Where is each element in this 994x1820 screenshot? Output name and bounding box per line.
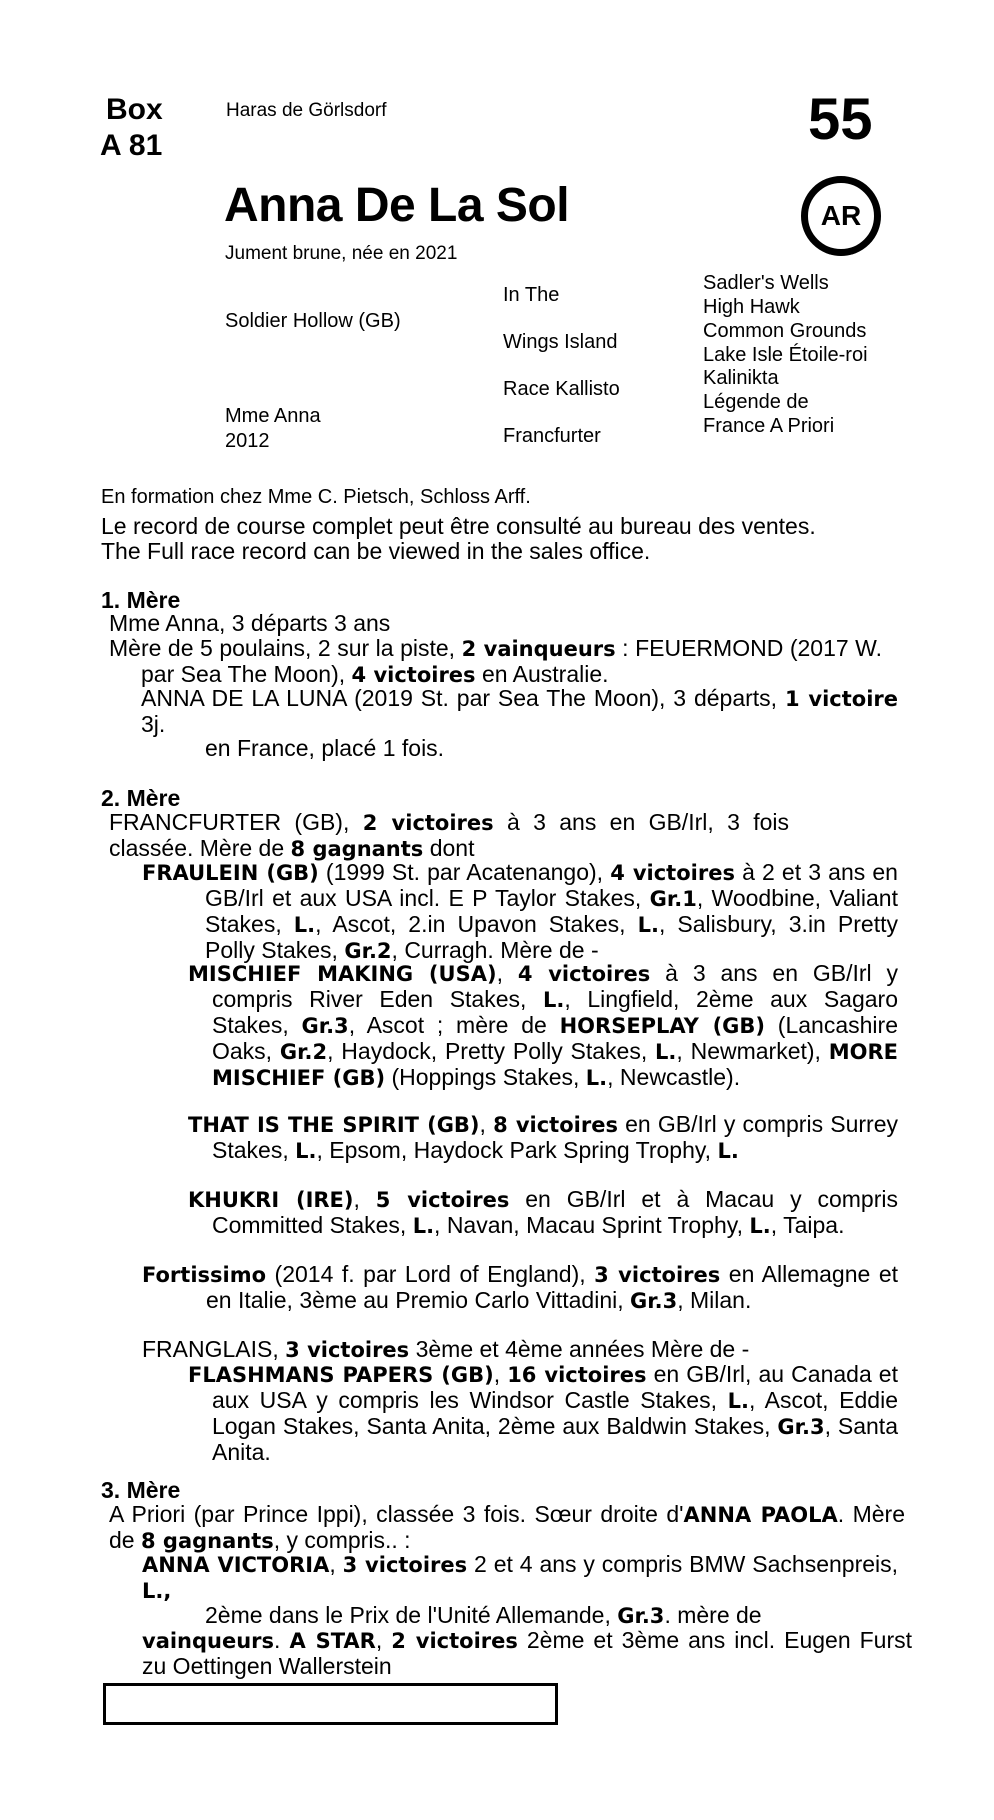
text-run: en Allemagne et en Italie, 3ème au Premio Carlo Vittadini, (206, 1261, 899, 1313)
highlighted-text: 4 victoires (610, 861, 735, 885)
record-note-fr: Le record de course complet peut être consulté au bureau des ventes. (101, 513, 816, 539)
text-run: , Epsom, Haydock Park Spring Trophy, (316, 1137, 718, 1163)
highlighted-text: Gr.3 (777, 1415, 825, 1439)
text-run: , Lingfield, 2ème aux Sagaro Stakes, (212, 986, 898, 1038)
section-2-paragraph (142, 1262, 898, 1314)
text-run: en Australie. (475, 661, 609, 687)
stud-name: Haras de Görlsdorf (226, 100, 387, 121)
text-run: , Ascot, 2.in Upavon Stakes, (315, 911, 638, 937)
text-run: dont (423, 835, 475, 861)
pedigree-great-grandparent: France A Priori (703, 415, 835, 437)
section-3-paragraph (142, 1628, 912, 1679)
training-info: En formation chez Mme C. Pietsch, Schloss Arff. (101, 486, 531, 508)
pedigree-grandparent: In The (503, 284, 560, 306)
pedigree-dam-year: 2012 (225, 430, 270, 452)
highlighted-text: FLASHMANS PAPERS (GB) (188, 1363, 494, 1387)
section-3-line (205, 1603, 762, 1629)
text-run: : FEUERMOND (2017 W. par Sea The Moon), (141, 635, 882, 687)
pedigree-dam: Mme Anna (225, 405, 321, 427)
highlighted-text: 3 victoires (285, 1338, 410, 1362)
highlighted-text: 4 victoires (351, 663, 476, 687)
text-run: , Milan. (677, 1287, 752, 1313)
text-run: , Curragh. Mère de - (391, 937, 599, 963)
box-label: Box (106, 93, 163, 126)
pedigree-great-grandparent: Légende de (703, 391, 809, 413)
text-run: , (493, 1361, 508, 1387)
text-run: , (496, 960, 518, 986)
text-run: , Newmarket), (676, 1038, 829, 1064)
highlighted-text: Gr.3 (617, 1604, 665, 1628)
highlighted-text: MISCHIEF MAKING (USA) (188, 962, 497, 986)
ar-badge (801, 176, 881, 256)
highlighted-text: 16 victoires (507, 1363, 647, 1387)
text-run: , (375, 1627, 392, 1653)
highlighted-text: KHUKRI (IRE) (188, 1188, 354, 1212)
highlighted-text: 5 victoires (375, 1188, 510, 1212)
section-3-paragraph (109, 1502, 905, 1554)
highlighted-text: vainqueurs (142, 1629, 275, 1653)
highlighted-text: L. (749, 1214, 771, 1238)
highlighted-text: L. (655, 1040, 677, 1064)
text-run: 3j. (141, 711, 166, 737)
text-run: , Navan, Macau Sprint Trophy, (434, 1212, 750, 1238)
text-run: , Ascot ; mère de (348, 1012, 560, 1038)
text-run: FRANCFURTER (GB), (109, 809, 363, 835)
highlighted-text: HORSEPLAY (GB) (559, 1014, 766, 1038)
text-run: (Hoppings Stakes, (385, 1064, 586, 1090)
text-run: , (353, 1186, 376, 1212)
highlighted-text: Fortissimo (142, 1263, 267, 1287)
blank-notes-box (103, 1683, 558, 1725)
highlighted-text: ANNA VICTORIA (142, 1553, 330, 1577)
highlighted-text: L. (637, 913, 659, 937)
highlighted-text: 8 victoires (493, 1113, 618, 1137)
highlighted-text: Gr.3 (630, 1289, 678, 1313)
highlighted-text: L. (717, 1139, 739, 1163)
text-run: 3ème et 4ème années Mère de - (409, 1336, 750, 1362)
text-run: en GB/Irl, au Canada et aux USA y compris les Windsor Castle Stakes, (212, 1361, 898, 1413)
highlighted-text: 1 victoire (784, 687, 898, 711)
section-2-paragraph (188, 1112, 898, 1164)
horse-name: Anna De La Sol (224, 179, 570, 232)
text-run: , Woodbine, Valiant Stakes, (205, 885, 898, 937)
pedigree-grandparent: Francfurter (503, 425, 601, 447)
text-run: . (274, 1627, 290, 1653)
text-run: A Priori (par Prince Ippi), classée 3 fois. Sœur droite d' (109, 1501, 684, 1527)
highlighted-text: 8 gagnants (290, 837, 424, 861)
text-run: ANNA DE LA LUNA (2019 St. par Sea The Moon), 3 départs, (141, 685, 785, 711)
highlighted-text: L. (585, 1066, 608, 1090)
record-note-en: The Full race record can be viewed in the sales office. (101, 538, 651, 564)
text-run: 2 et 4 ans y compris BMW Sachsenpreis, (467, 1551, 899, 1577)
section-3-title: 3. Mère (101, 1477, 181, 1503)
text-run: FRANGLAIS, (142, 1336, 286, 1362)
highlighted-text: 2 vainqueurs (461, 637, 616, 661)
pedigree-great-grandparent: Lake Isle Étoile-roi (703, 344, 868, 366)
highlighted-text: L. (295, 1139, 317, 1163)
text-run: , Newcastle). (607, 1064, 741, 1090)
section-2-paragraph (188, 1362, 898, 1465)
highlighted-text: ANNA PAOLA (683, 1503, 838, 1527)
text-run: , Santa Anita. (212, 1413, 898, 1465)
section-2-paragraph (188, 1187, 898, 1239)
highlighted-text: L., (142, 1579, 172, 1603)
section-2-paragraph (188, 961, 898, 1091)
text-run: en GB/Irl y compris Surrey Stakes, (212, 1111, 898, 1163)
text-run: à 3 ans en GB/Irl y compris River Eden Stakes, (212, 960, 898, 1012)
section-2-line (142, 1337, 749, 1363)
highlighted-text: A STAR (289, 1629, 376, 1653)
box-number: A 81 (100, 129, 163, 162)
highlighted-text: Gr.3 (301, 1014, 349, 1038)
pedigree-grandparent: Wings Island (503, 331, 618, 353)
highlighted-text: THAT IS THE SPIRIT (GB) (188, 1113, 480, 1137)
section-2-paragraph (142, 860, 898, 964)
highlighted-text: MORE MISCHIEF (GB) (212, 1040, 899, 1090)
pedigree-great-grandparent: Sadler's Wells (703, 272, 829, 294)
text-run: 2ème dans le Prix de l'Unité Allemande, (205, 1602, 618, 1628)
text-run: , Haydock, Pretty Polly Stakes, (327, 1038, 656, 1064)
ar-badge-label: AR (820, 200, 862, 231)
highlighted-text: 2 victoires (362, 811, 494, 835)
highlighted-text: 3 victoires (594, 1263, 721, 1287)
highlighted-text: L. (293, 913, 316, 937)
text-run: en GB/Irl et à Macau y compris Committed Stakes, (212, 1186, 898, 1238)
text-run: , Taipa. (770, 1212, 845, 1238)
pedigree-sire: Soldier Hollow (GB) (225, 310, 401, 332)
highlighted-text: L. (727, 1389, 749, 1413)
text-run: à 3 ans en GB/Irl, 3 fois classée. Mère de (109, 809, 789, 861)
pedigree-great-grandparent: Kalinikta (703, 367, 779, 389)
section-1-line: Mme Anna, 3 départs 3 ans (109, 610, 391, 636)
lot-number: 55 (808, 87, 873, 152)
highlighted-text: L. (543, 988, 565, 1012)
text-run: à 2 et 3 ans en GB/Irl et aux USA incl. E P Taylor Stakes, (205, 859, 898, 911)
highlighted-text: 3 victoires (342, 1553, 468, 1577)
text-run: , Salisbury, 3.in Pretty Polly Stakes, (205, 911, 898, 963)
highlighted-text: FRAULEIN (GB) (142, 861, 319, 885)
highlighted-text: Gr.2 (279, 1040, 328, 1064)
text-run: , y compris.. : (273, 1527, 411, 1553)
text-run: (Lancashire Oaks, (212, 1012, 898, 1064)
text-run: 2ème et 3ème ans incl. Eugen Furst zu Oettingen Wallerstein (142, 1627, 912, 1679)
section-1-paragraph (141, 686, 898, 737)
section-3-paragraph (142, 1552, 898, 1604)
section-1-paragraph (109, 636, 882, 688)
pedigree-great-grandparent: Common Grounds (703, 320, 867, 342)
text-run: (2014 f. par Lord of England), (266, 1261, 595, 1287)
highlighted-text: 4 victoires (517, 962, 651, 986)
text-run: . mère de (664, 1602, 762, 1628)
highlighted-text: 8 gagnants (140, 1529, 274, 1553)
pedigree-grandparent: Race Kallisto (503, 378, 620, 400)
section-1-line: en France, placé 1 fois. (205, 735, 445, 761)
highlighted-text: L. (412, 1214, 435, 1238)
section-1-title: 1. Mère (101, 587, 181, 613)
text-run: , Ascot, Eddie Logan Stakes, Santa Anita, 2ème aux Baldwin Stakes, (212, 1387, 898, 1439)
highlighted-text: Gr.2 (344, 939, 392, 963)
pedigree-great-grandparent: High Hawk (703, 296, 800, 318)
highlighted-text: 2 victoires (391, 1629, 518, 1653)
text-run: Mère de 5 poulains, 2 sur la piste, (109, 635, 462, 661)
horse-description: Jument brune, née en 2021 (225, 243, 458, 264)
section-2-title: 2. Mère (101, 785, 181, 811)
text-run: (1999 St. par Acatenango), (318, 859, 611, 885)
section-2-paragraph (109, 810, 789, 862)
text-run: , (479, 1111, 494, 1137)
highlighted-text: Gr.1 (649, 887, 697, 911)
text-run: , (329, 1551, 343, 1577)
text-run: . Mère de (109, 1501, 905, 1553)
